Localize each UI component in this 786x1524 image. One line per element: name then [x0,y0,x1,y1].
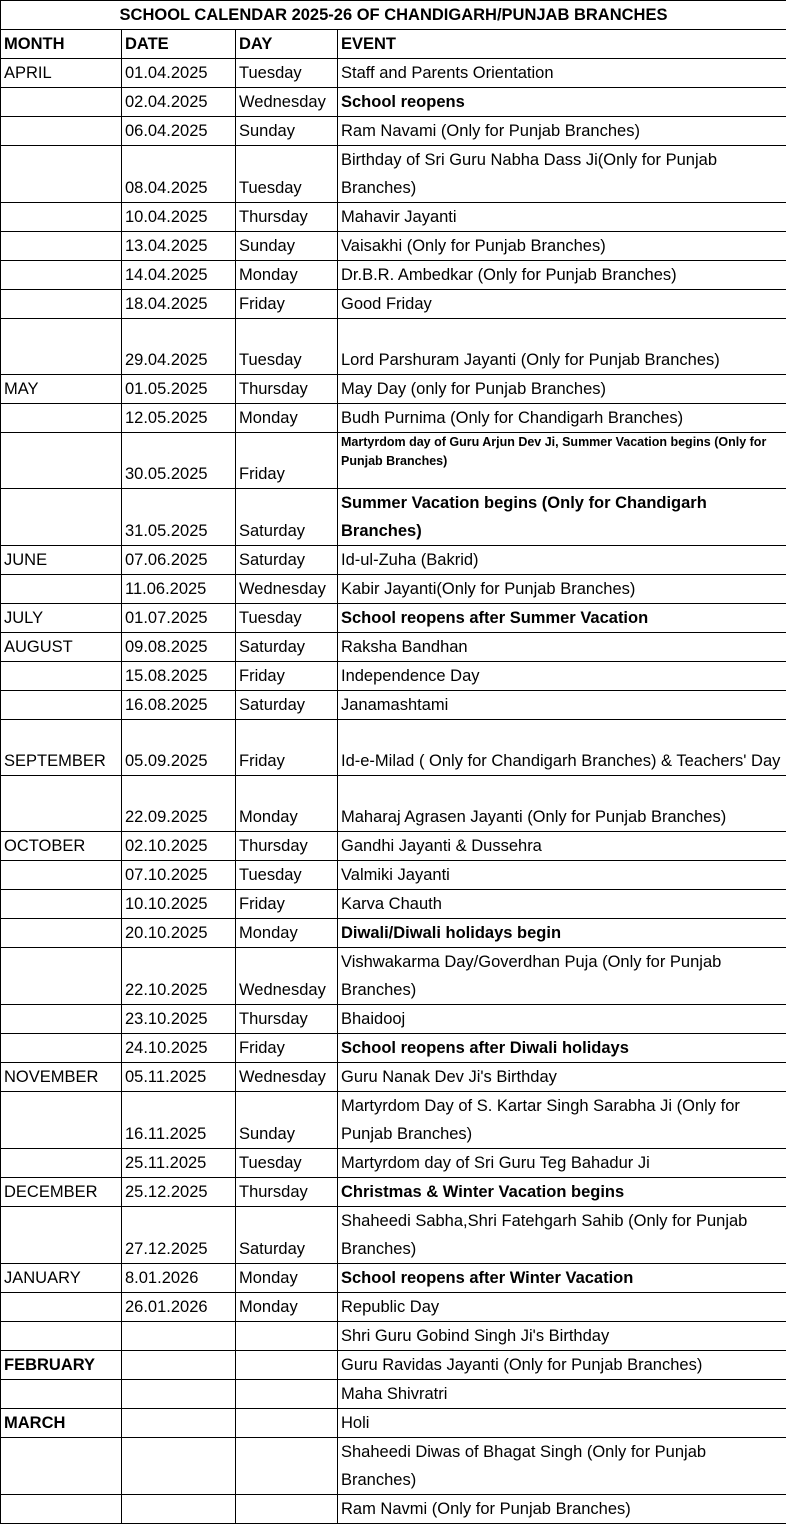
date-cell: 30.05.2025 [122,433,236,489]
event-cell: Republic Day [338,1293,786,1322]
date-cell: 13.04.2025 [122,232,236,261]
month-cell [1,1149,122,1178]
header-row [1,30,786,59]
month-cell: APRIL [1,59,122,88]
month-cell [1,1034,122,1063]
table-row [1,59,786,88]
date-cell: 05.11.2025 [122,1063,236,1092]
event-cell: Summer Vacation begins (Only for Chandigarh Branches) [338,489,786,546]
month-cell [1,1322,122,1351]
table-row [1,546,786,575]
table-row [1,1092,786,1149]
day-cell: Wednesday [236,88,338,117]
table-row [1,88,786,117]
date-cell: 14.04.2025 [122,261,236,290]
table-row [1,1495,786,1524]
day-cell: Monday [236,1264,338,1293]
header-month: MONTH [1,30,122,59]
event-cell: Staff and Parents Orientation [338,59,786,88]
day-cell: Wednesday [236,1063,338,1092]
month-cell [1,776,122,832]
day-cell [236,1409,338,1438]
month-cell [1,1495,122,1524]
date-cell: 23.10.2025 [122,1005,236,1034]
date-cell: 11.06.2025 [122,575,236,604]
day-cell: Friday [236,890,338,919]
month-cell [1,203,122,232]
month-cell [1,861,122,890]
day-cell: Monday [236,261,338,290]
day-cell: Friday [236,290,338,319]
table-row [1,1149,786,1178]
event-cell: Diwali/Diwali holidays begin [338,919,786,948]
event-cell: Maha Shivratri [338,1380,786,1409]
date-cell: 27.12.2025 [122,1207,236,1264]
date-cell: 22.09.2025 [122,776,236,832]
month-cell: JANUARY [1,1264,122,1293]
event-cell: Ram Navami (Only for Punjab Branches) [338,117,786,146]
table-row [1,1178,786,1207]
date-cell: 16.08.2025 [122,691,236,720]
table-row [1,1293,786,1322]
header-date: DATE [122,30,236,59]
table-row [1,261,786,290]
event-cell: Birthday of Sri Guru Nabha Dass Ji(Only for Punjab Branches) [338,146,786,203]
event-cell: Vaisakhi (Only for Punjab Branches) [338,232,786,261]
event-cell: Vishwakarma Day/Goverdhan Puja (Only for Punjab Branches) [338,948,786,1005]
event-cell: Budh Purnima (Only for Chandigarh Branches) [338,404,786,433]
event-cell: May Day (only for Punjab Branches) [338,375,786,404]
event-cell: Raksha Bandhan [338,633,786,662]
date-cell: 01.05.2025 [122,375,236,404]
day-cell [236,1495,338,1524]
day-cell [236,1380,338,1409]
day-cell: Thursday [236,832,338,861]
day-cell: Friday [236,662,338,691]
day-cell: Wednesday [236,948,338,1005]
table-row [1,948,786,1005]
event-cell: Mahavir Jayanti [338,203,786,232]
month-cell [1,919,122,948]
event-cell: Shaheedi Sabha,Shri Fatehgarh Sahib (Only for Punjab Branches) [338,1207,786,1264]
date-cell: 8.01.2026 [122,1264,236,1293]
month-cell [1,890,122,919]
event-cell: Janamashtami [338,691,786,720]
table-row [1,290,786,319]
date-cell: 18.04.2025 [122,290,236,319]
day-cell: Tuesday [236,319,338,375]
table-row [1,146,786,203]
month-cell [1,691,122,720]
table-row [1,1380,786,1409]
event-cell: Valmiki Jayanti [338,861,786,890]
table-row [1,319,786,375]
day-cell: Saturday [236,633,338,662]
date-cell: 07.10.2025 [122,861,236,890]
month-cell [1,948,122,1005]
month-cell: MARCH [1,1409,122,1438]
event-cell: Independence Day [338,662,786,691]
date-cell [122,1322,236,1351]
table-row [1,203,786,232]
month-cell [1,1005,122,1034]
date-cell: 01.07.2025 [122,604,236,633]
month-cell [1,146,122,203]
event-cell: Guru Nanak Dev Ji's Birthday [338,1063,786,1092]
day-cell: Friday [236,433,338,489]
table-row [1,1005,786,1034]
day-cell: Saturday [236,489,338,546]
header-event: EVENT [338,30,786,59]
event-cell: Martyrdom Day of S. Kartar Singh Sarabha Ji (Only for Punjab Branches) [338,1092,786,1149]
date-cell: 06.04.2025 [122,117,236,146]
date-cell: 26.01.2026 [122,1293,236,1322]
table-row [1,861,786,890]
day-cell: Friday [236,1034,338,1063]
day-cell: Friday [236,720,338,776]
month-cell: AUGUST [1,633,122,662]
table-row [1,1264,786,1293]
month-cell [1,1438,122,1495]
day-cell [236,1438,338,1495]
month-cell: JULY [1,604,122,633]
table-row [1,919,786,948]
day-cell: Monday [236,404,338,433]
table-row [1,662,786,691]
table-row [1,489,786,546]
day-cell: Monday [236,776,338,832]
table-row [1,1409,786,1438]
month-cell [1,1207,122,1264]
month-cell [1,1380,122,1409]
month-cell [1,489,122,546]
month-cell [1,290,122,319]
event-cell: Bhaidooj [338,1005,786,1034]
date-cell: 12.05.2025 [122,404,236,433]
event-cell: Shri Guru Gobind Singh Ji's Birthday [338,1322,786,1351]
day-cell: Tuesday [236,1149,338,1178]
day-cell: Tuesday [236,146,338,203]
table-row [1,1438,786,1495]
month-cell: JUNE [1,546,122,575]
date-cell: 02.04.2025 [122,88,236,117]
date-cell: 22.10.2025 [122,948,236,1005]
month-cell [1,1293,122,1322]
table-row [1,375,786,404]
event-cell: Martyrdom day of Guru Arjun Dev Ji, Summer Vacation begins (Only for Punjab Branches) [338,433,786,489]
month-cell [1,319,122,375]
table-row [1,1207,786,1264]
event-cell: Christmas & Winter Vacation begins [338,1178,786,1207]
month-cell: FEBRUARY [1,1351,122,1380]
day-cell: Sunday [236,232,338,261]
day-cell: Sunday [236,117,338,146]
event-cell: Gandhi Jayanti & Dussehra [338,832,786,861]
date-cell: 25.12.2025 [122,1178,236,1207]
event-cell: Guru Ravidas Jayanti (Only for Punjab Branches) [338,1351,786,1380]
date-cell: 10.10.2025 [122,890,236,919]
date-cell: 29.04.2025 [122,319,236,375]
day-cell: Thursday [236,375,338,404]
table-row [1,720,786,776]
date-cell: 31.05.2025 [122,489,236,546]
event-cell: School reopens after Diwali holidays [338,1034,786,1063]
date-cell: 15.08.2025 [122,662,236,691]
month-cell [1,88,122,117]
day-cell: Saturday [236,691,338,720]
event-cell: Id-e-Milad ( Only for Chandigarh Branches) & Teachers' Day [338,720,786,776]
day-cell: Saturday [236,546,338,575]
month-cell [1,662,122,691]
day-cell [236,1322,338,1351]
event-cell: School reopens [338,88,786,117]
day-cell: Thursday [236,1178,338,1207]
month-cell: MAY [1,375,122,404]
date-cell: 01.04.2025 [122,59,236,88]
title-row [1,1,786,30]
table-row [1,433,786,489]
table-row [1,1063,786,1092]
event-cell: Karva Chauth [338,890,786,919]
date-cell [122,1438,236,1495]
event-cell: Ram Navmi (Only for Punjab Branches) [338,1495,786,1524]
table-row [1,890,786,919]
event-cell: Id-ul-Zuha (Bakrid) [338,546,786,575]
month-cell: SEPTEMBER [1,720,122,776]
event-cell: Martyrdom day of Sri Guru Teg Bahadur Ji [338,1149,786,1178]
month-cell [1,1092,122,1149]
table-row [1,691,786,720]
date-cell [122,1495,236,1524]
event-cell: Maharaj Agrasen Jayanti (Only for Punjab Branches) [338,776,786,832]
day-cell: Tuesday [236,604,338,633]
table-row [1,1322,786,1351]
event-cell: Shaheedi Diwas of Bhagat Singh (Only for Punjab Branches) [338,1438,786,1495]
event-cell: Kabir Jayanti(Only for Punjab Branches) [338,575,786,604]
table-row [1,832,786,861]
table-row [1,404,786,433]
date-cell: 25.11.2025 [122,1149,236,1178]
day-cell: Wednesday [236,575,338,604]
event-cell: School reopens after Summer Vacation [338,604,786,633]
month-cell [1,575,122,604]
date-cell: 20.10.2025 [122,919,236,948]
month-cell [1,404,122,433]
month-cell: NOVEMBER [1,1063,122,1092]
date-cell: 05.09.2025 [122,720,236,776]
table-row [1,117,786,146]
table-row [1,1034,786,1063]
event-cell: Lord Parshuram Jayanti (Only for Punjab Branches) [338,319,786,375]
month-cell: DECEMBER [1,1178,122,1207]
table-row [1,633,786,662]
event-cell: Good Friday [338,290,786,319]
day-cell: Monday [236,1293,338,1322]
date-cell: 07.06.2025 [122,546,236,575]
day-cell [236,1351,338,1380]
day-cell: Sunday [236,1092,338,1149]
month-cell: OCTOBER [1,832,122,861]
month-cell [1,232,122,261]
calendar-title: SCHOOL CALENDAR 2025-26 OF CHANDIGARH/PUNJAB BRANCHES [1,1,786,30]
month-cell [1,433,122,489]
date-cell [122,1409,236,1438]
event-cell: School reopens after Winter Vacation [338,1264,786,1293]
day-cell: Tuesday [236,861,338,890]
date-cell: 10.04.2025 [122,203,236,232]
date-cell: 02.10.2025 [122,832,236,861]
date-cell: 16.11.2025 [122,1092,236,1149]
date-cell [122,1351,236,1380]
table-row [1,232,786,261]
month-cell [1,261,122,290]
table-row [1,1351,786,1380]
date-cell: 08.04.2025 [122,146,236,203]
table-row [1,575,786,604]
event-cell: Holi [338,1409,786,1438]
date-cell: 09.08.2025 [122,633,236,662]
day-cell: Tuesday [236,59,338,88]
event-cell: Dr.B.R. Ambedkar (Only for Punjab Branches) [338,261,786,290]
day-cell: Thursday [236,203,338,232]
date-cell: 24.10.2025 [122,1034,236,1063]
day-cell: Monday [236,919,338,948]
day-cell: Saturday [236,1207,338,1264]
month-cell [1,117,122,146]
table-row [1,776,786,832]
header-day: DAY [236,30,338,59]
day-cell: Thursday [236,1005,338,1034]
date-cell [122,1380,236,1409]
table-row [1,604,786,633]
